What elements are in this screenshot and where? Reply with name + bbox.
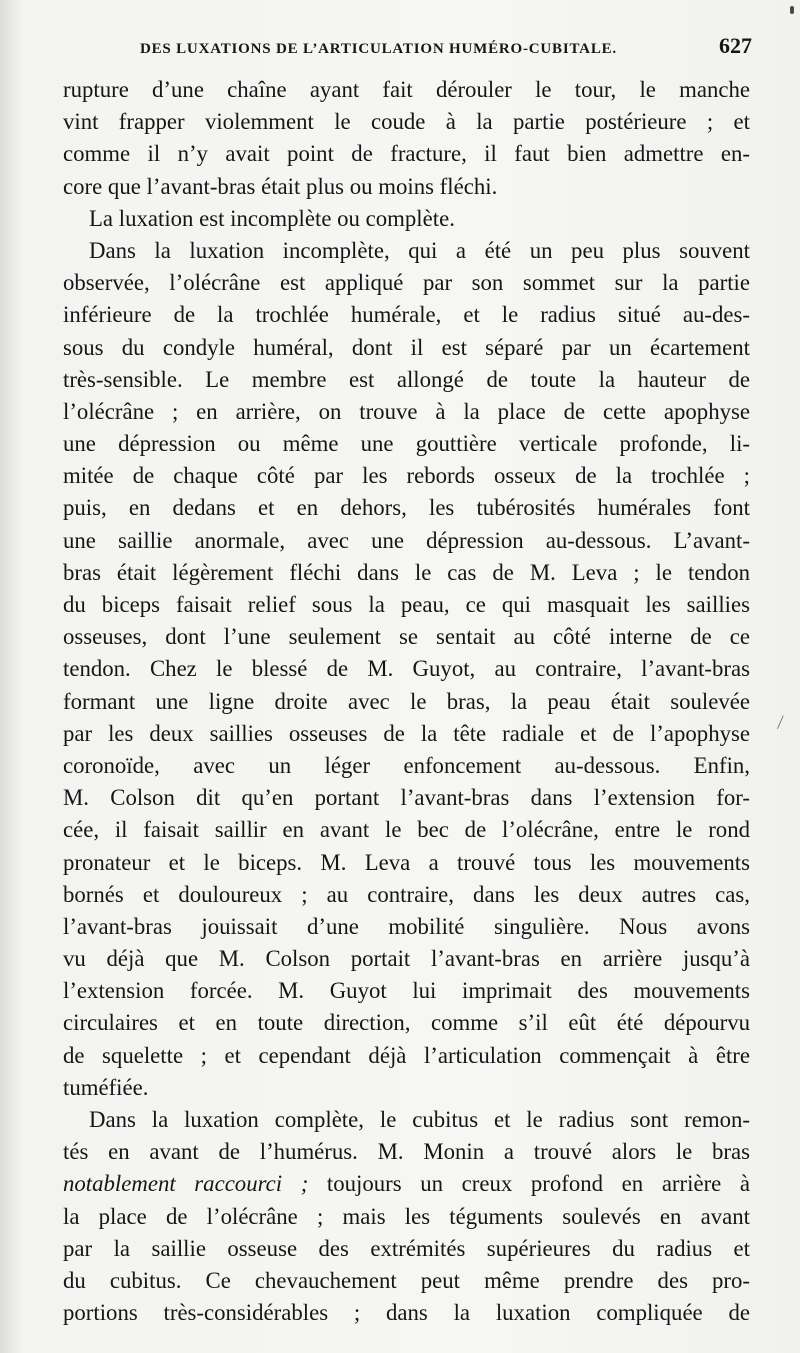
text-line: rupture d’une chaîne ayant fait dérouler le tour, le manche [63,77,750,102]
text-line: la place de l’olécrâne ; mais les téguments soulevés en avant [63,1203,750,1229]
text-line: bras était légèrement fléchi dans le cas de M. Leva ; le tendon [63,559,750,585]
page-number: 627 [719,33,752,58]
text-line: bornés et douloureux ; au contraire, dans les deux autres cas, [63,881,750,907]
text-line: du biceps faisait relief sous la peau, ce qui masquait les saillies [63,592,750,617]
text-line: portions très-considérables ; dans la luxation compliquée de [63,1300,750,1326]
text-line: pronateur et le biceps. M. Leva a trouvé tous les mouvements [63,849,750,875]
text-line: cée, il faisait saillir en avant le bec de l’olécrâne, entre le rond [63,817,750,843]
text-line: inférieure de la trochlée humérale, et le radius situé au-des- [63,302,750,328]
ink-spot [790,6,794,14]
text-line: observée, l’olécrâne est appliqué par son sommet sur la partie [63,270,750,296]
paragraph-start-line: La luxation est incomplète ou complète. [89,205,455,231]
text-line: l’avant-bras jouissait d’une mobilité singulière. Nous avons [63,913,750,939]
text-line: formant une ligne droite avec le bras, la peau était soulevée [63,688,750,714]
text-line-with-italic [63,1168,750,1200]
text-line: osseuses, dont l’une seulement se sentait au côté interne de ce [63,624,750,650]
text-line: coronoïde, avec un léger enfoncement au-dessous. Enfin, [63,752,750,778]
paragraph-start-line: Dans la luxation incomplète, qui a été un peu plus souvent [89,237,750,263]
text-line: une dépression ou même une gouttière verticale profonde, li- [63,431,750,457]
italic-phrase: notablement raccourci ; [63,1171,309,1197]
text-line: sous du condyle huméral, dont il est séparé par un écartement [63,334,750,360]
text-line: mitée de chaque côté par les rebords osseux de la trochlée ; [63,463,750,489]
text-line: par les deux saillies osseuses de la tête radiale et de l’apophyse [63,720,750,746]
body-text [63,74,750,1329]
running-title: DES LUXATIONS DE L’ARTICULATION HUMÉRO-CUBITALE. [140,41,617,57]
text-line: l’olécrâne ; en arrière, on trouve à la place de cette apophyse [63,398,750,424]
text-fragment: toujours un creux profond en arrière à [326,1171,750,1197]
text-line: tés en avant de l’humérus. M. Monin a trouvé alors le bras [63,1139,750,1165]
text-line: par la saillie osseuse des extrémités supérieures du radius et [63,1235,750,1261]
text-line: tendon. Chez le blessé de M. Guyot, au contraire, l’avant-bras [63,656,750,682]
text-line: core que l’avant-bras était plus ou moins fléchi. [63,173,498,199]
text-line: comme il n’y avait point de fracture, il faut bien admettre en- [63,141,750,167]
running-head [62,33,752,63]
text-line: vint frapper violemment le coude à la partie postérieure ; et [63,109,750,135]
text-line: tuméfiée. [63,1074,149,1100]
text-line: du cubitus. Ce chevauchement peut même prendre des pro- [63,1267,750,1293]
text-line: circulaires et en toute direction, comme s’il eût été dépourvu [63,1010,750,1036]
text-line: très-sensible. Le membre est allongé de toute la hauteur de [63,366,750,392]
text-line: puis, en dedans et en dehors, les tubérosités humérales font [63,495,750,521]
text-line: vu déjà que M. Colson portait l’avant-bras en arrière jusqu’à [63,946,750,972]
paragraph-start-line: Dans la luxation complète, le cubitus et le radius sont remon- [89,1107,750,1132]
text-line: M. Colson dit qu’en portant l’avant-bras dans l’extension for- [63,785,750,811]
stray-pencil-mark: ⁄ [776,711,784,733]
text-line: l’extension forcée. M. Guyot lui imprimait des mouvements [63,978,750,1004]
text-line: de squelette ; et cependant déjà l’articulation commençait à être [63,1042,750,1068]
text-line: une saillie anormale, avec une dépression au-dessous. L’avant- [63,527,750,553]
